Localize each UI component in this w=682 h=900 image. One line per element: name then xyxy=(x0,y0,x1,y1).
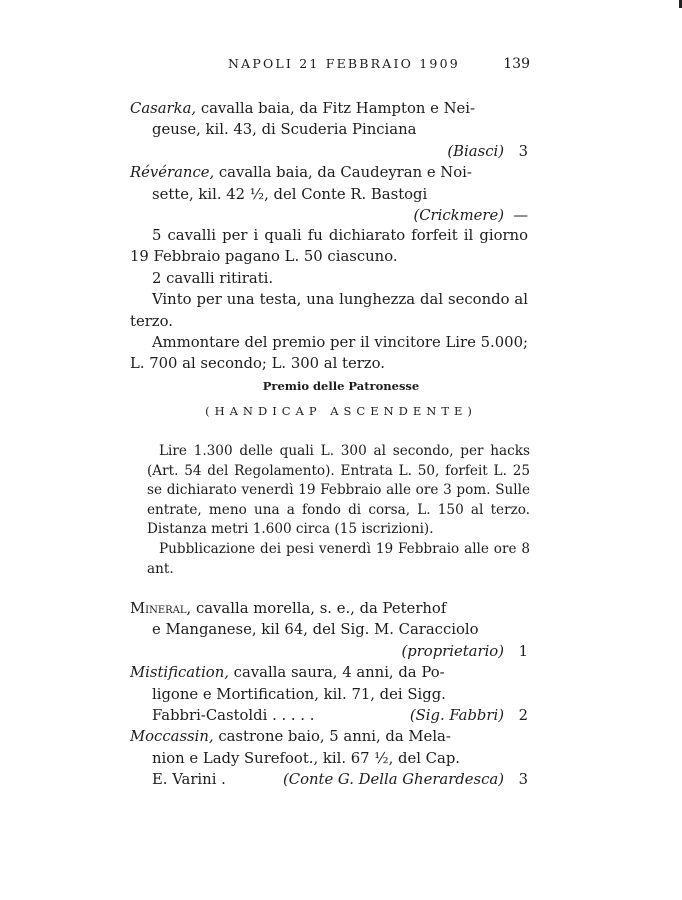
entry-moccassin xyxy=(130,726,528,790)
jockey: (proprietario) xyxy=(401,642,504,660)
placing: 3 xyxy=(518,142,528,160)
horse-name: Révérance, xyxy=(130,164,215,182)
forfeit-paragraph: 5 cavalli per i quali fu dichiarato forfeit il giorno 19 Febbraio pagano L. 50 ciascuno. xyxy=(130,227,528,266)
horse-desc-line2: nion e Lady Surefoot., kil. 67 ½, del Cap. xyxy=(152,749,460,767)
jockey: (Crickmere) xyxy=(413,207,504,225)
horse-desc-line2: sette, kil. 42 ½, del Conte R. Bastogi xyxy=(152,185,428,203)
placing: — xyxy=(513,207,528,225)
race-title: Premio delle Patronesse xyxy=(262,379,420,393)
entry-mistification xyxy=(130,662,528,726)
race-conditions: Lire 1.300 delle quali L. 300 al secondo, per hacks (Art. 54 del Regolamento). Entrata L. 50, forfeit L. 25 se dichiarato venerdì 19 Febbraio alle ore 3 pom. Sulle entrate, meno una a fondo di corsa, L. 150 al terzo. Distanza metri 1.600 circa (15 iscrizioni). xyxy=(147,443,530,538)
placing: 3 xyxy=(518,771,528,789)
placing: 1 xyxy=(518,642,528,660)
horse-name: Mistification, xyxy=(130,664,229,682)
horse-name: Mineral, xyxy=(130,600,192,617)
horse-desc-line2: e Manganese, kil 64, del Sig. M. Caracciolo xyxy=(152,621,479,639)
horse-name: Moccassin, xyxy=(130,728,214,746)
horse-desc-line2: ligone e Mortification, kil. 71, dei Sigg. xyxy=(152,685,446,703)
race-subtitle: (HANDICAP ASCENDENTE) xyxy=(205,404,477,418)
horse-desc: castrone baio, 5 anni, da Mela- xyxy=(213,728,451,746)
bottom-entries xyxy=(130,598,528,791)
page-number: 139 xyxy=(503,56,530,72)
race-conditions-block xyxy=(147,442,530,579)
horse-name: Casarka, xyxy=(130,100,197,117)
prize-paragraph: Ammontare del premio per il vincitore Lire 5.000; L. 700 al secondo; L. 300 al terzo. xyxy=(130,334,528,373)
jockey: (Conte G. Della Gherardesca) xyxy=(282,771,504,789)
jockey: (Sig. Fabbri) xyxy=(409,707,504,725)
header-title: NAPOLI 21 FEBBRAIO 1909 xyxy=(228,56,460,71)
horse-desc: cavalla baia, da Caudeyran e Noi- xyxy=(214,164,472,182)
horse-desc-line3: E. Varini . xyxy=(152,771,226,789)
entry-reverance xyxy=(130,162,528,226)
horse-desc: cavalla saura, 4 anni, da Po- xyxy=(228,664,445,682)
weights-publication: Pubblicazione dei pesi venerdì 19 Febbraio alle ore 8 ant. xyxy=(147,540,530,577)
jockey: (Biasci) xyxy=(447,142,504,160)
horse-desc: cavalla morella, s. e., da Peterhof xyxy=(191,600,447,617)
top-entries xyxy=(130,98,528,226)
placing: 2 xyxy=(518,707,528,725)
horse-desc-line2: geuse, kil. 43, di Scuderia Pinciana xyxy=(152,121,417,139)
race-result-notes xyxy=(130,225,528,375)
margin-paragraph: Vinto per una testa, una lunghezza dal secondo al terzo. xyxy=(130,291,528,330)
running-header xyxy=(128,56,530,76)
entry-mineral xyxy=(130,598,528,662)
horse-desc: cavalla baia, da Fitz Hampton e Nei- xyxy=(196,100,476,117)
withdrawn-paragraph: 2 cavalli ritirati. xyxy=(152,269,274,287)
entry-casarka xyxy=(130,98,528,162)
horse-desc-line3: Fabbri-Castoldi . . . . . xyxy=(152,707,315,725)
